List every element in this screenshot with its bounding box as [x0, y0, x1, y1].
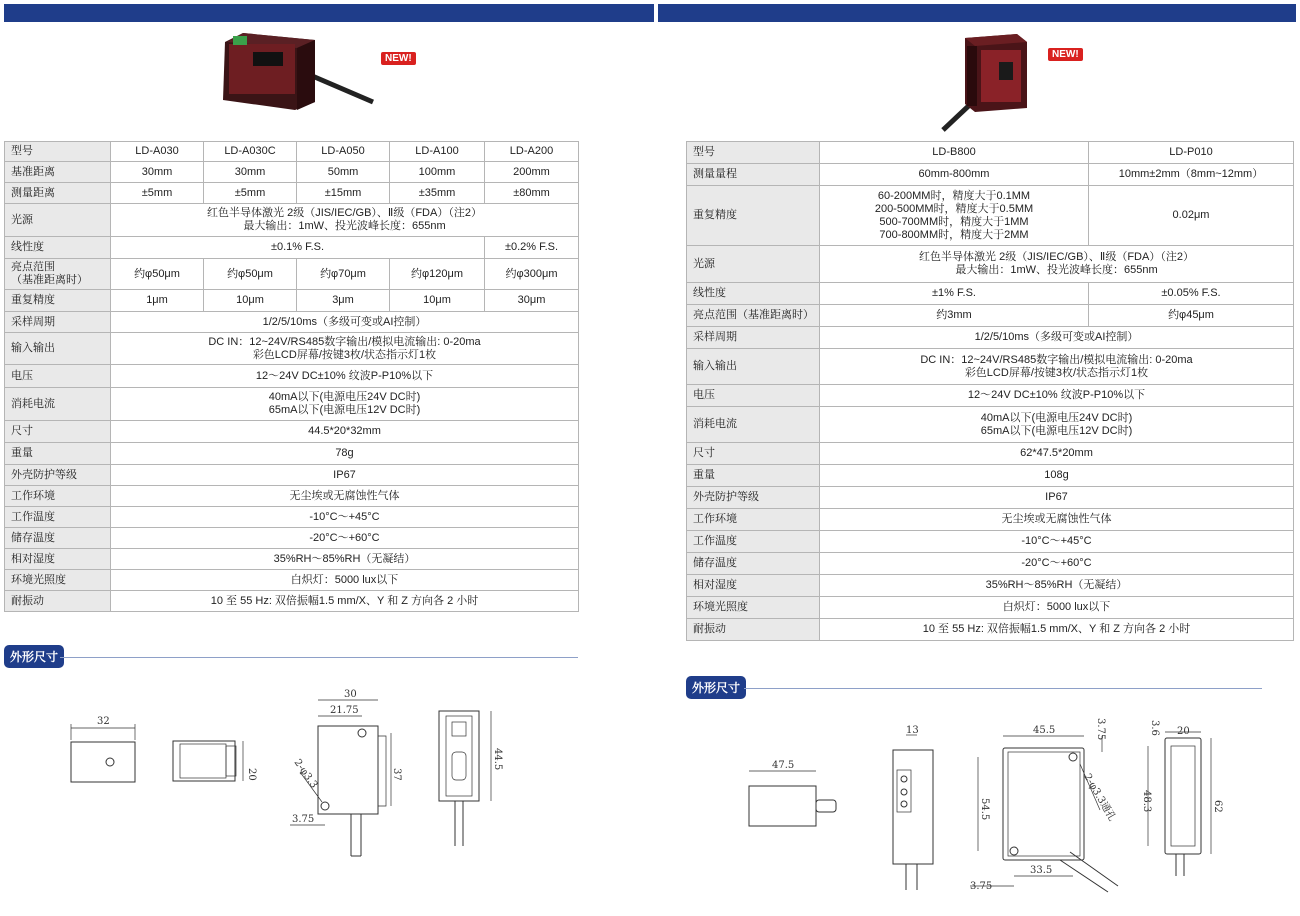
- row-label: 输入输出: [687, 349, 820, 385]
- row-label: 工作环境: [687, 509, 820, 531]
- cell: 12～24V DC±10% 纹波P-P10%以下: [820, 385, 1294, 407]
- drawing-side-view-right: [749, 771, 836, 826]
- new-badge-left: NEW!: [381, 52, 416, 65]
- cell: ±15mm: [297, 183, 390, 204]
- row-label: 工作温度: [687, 531, 820, 553]
- dim-label: 3.6: [1149, 720, 1160, 736]
- cell: 50mm: [297, 162, 390, 183]
- cell: 12～24V DC±10% 纹波P-P10%以下: [111, 365, 579, 388]
- cell: 30μm: [485, 290, 579, 312]
- cell: 60mm-800mm: [820, 164, 1089, 186]
- cell: DC IN：12~24V/RS485数字输出/模拟电流输出: 0-20ma 彩色LCD屏幕/按键3枚/状态指示灯1枚: [820, 349, 1294, 385]
- row-label: 消耗电流: [687, 407, 820, 443]
- cell: ±80mm: [485, 183, 579, 204]
- cell: 约φ70μm: [297, 259, 390, 290]
- cell: 10μm: [204, 290, 297, 312]
- cell: 100mm: [390, 162, 485, 183]
- cell: ±0.1% F.S.: [111, 237, 485, 259]
- dim-label: 2-φ3.3通孔: [1081, 772, 1118, 824]
- cell: 约φ50μm: [111, 259, 204, 290]
- cell: IP67: [111, 465, 579, 486]
- row-label: 亮点范围（基准距离时）: [687, 305, 820, 327]
- cell: 35%RH～85%RH（无凝结）: [820, 575, 1294, 597]
- cell: -10°C～+45°C: [111, 507, 579, 528]
- cell: -10°C～+45°C: [820, 531, 1294, 553]
- cell: 无尘埃或无腐蚀性气体: [111, 486, 579, 507]
- cell: 44.5*20*32mm: [111, 421, 579, 443]
- section-title-dimensions-right: 外形尺寸: [686, 676, 746, 699]
- header-ld-p010: LD-P010: [1089, 142, 1294, 164]
- dim-label: 3.75: [292, 814, 315, 825]
- header-ld-a200: LD-A200: [485, 142, 579, 162]
- cell: ±0.2% F.S.: [485, 237, 579, 259]
- header-model: 型号: [687, 142, 820, 164]
- row-label: 尺寸: [5, 421, 111, 443]
- cell: ±1% F.S.: [820, 283, 1089, 305]
- cell: 0.02μm: [1089, 186, 1294, 246]
- cell: 35%RH～85%RH（无凝结）: [111, 549, 579, 570]
- drawing-back-view-right: [1148, 732, 1211, 876]
- cell: 无尘埃或无腐蚀性气体: [820, 509, 1294, 531]
- row-label: 测量量程: [687, 164, 820, 186]
- header-ld-b800: LD-B800: [820, 142, 1089, 164]
- cell: 约3mm: [820, 305, 1089, 327]
- drawing-back-view-left: [439, 711, 491, 846]
- section-title-dimensions-left: 外形尺寸: [4, 645, 64, 668]
- cell: 约φ50μm: [204, 259, 297, 290]
- dim-label: 33.5: [1030, 865, 1053, 876]
- cell: 10 至 55 Hz: 双倍振幅1.5 mm/X、Y 和 Z 方向各 2 小时: [111, 591, 579, 612]
- cell: 红色半导体激光 2级（JIS/IEC/GB）、Ⅱ级（FDA）（注2） 最大输出：1mW、投光波峰长度：655nm: [820, 246, 1294, 283]
- row-label: 工作温度: [5, 507, 111, 528]
- row-label: 环境光照度: [5, 570, 111, 591]
- dim-label: 45.5: [1033, 725, 1056, 736]
- row-label: 测量距离: [5, 183, 111, 204]
- cell: IP67: [820, 487, 1294, 509]
- cell: ±5mm: [204, 183, 297, 204]
- dim-label: 47.5: [772, 760, 795, 771]
- drawing-end-view-left: [173, 741, 243, 781]
- row-label: 尺寸: [687, 443, 820, 465]
- cell: 1μm: [111, 290, 204, 312]
- cell: -20°C～+60°C: [111, 528, 579, 549]
- cell: 78g: [111, 443, 579, 465]
- cell: 10mm±2mm（8mm~12mm）: [1089, 164, 1294, 186]
- cell: 白炽灯：5000 lux以下: [820, 597, 1294, 619]
- dim-label: 44.5: [492, 748, 503, 771]
- dim-label: 30: [344, 689, 357, 700]
- cell: 白炽灯：5000 lux以下: [111, 570, 579, 591]
- header-ld-a100: LD-A100: [390, 142, 485, 162]
- cell: 1/2/5/10ms（多级可变或AI控制）: [111, 312, 579, 333]
- row-label: 光源: [5, 204, 111, 237]
- row-label: 线性度: [687, 283, 820, 305]
- row-label: 储存温度: [687, 553, 820, 575]
- row-label: 电压: [5, 365, 111, 388]
- row-label: 重量: [687, 465, 820, 487]
- row-label: 消耗电流: [5, 388, 111, 421]
- row-label: 工作环境: [5, 486, 111, 507]
- row-label: 相对湿度: [5, 549, 111, 570]
- cell: 红色半导体激光 2级（JIS/IEC/GB）、Ⅱ级（FDA）（注2） 最大输出：1mW、投光波峰长度：655nm: [111, 204, 579, 237]
- drawing-end-view-right: [893, 735, 933, 890]
- row-label: 电压: [687, 385, 820, 407]
- row-label: 耐振动: [5, 591, 111, 612]
- dim-label: 21.75: [330, 705, 359, 716]
- cell: 40mA以下(电源电压24V DC时) 65mA以下(电源电压12V DC时): [820, 407, 1294, 443]
- dim-label: 2-φ3.3: [291, 757, 320, 791]
- cell: 60-200MM时，精度大于0.1MM 200-500MM时，精度大于0.5MM 500-700MM时，精度大于1MM 700-800MM时，精度大于2MM: [820, 186, 1089, 246]
- cell: ±35mm: [390, 183, 485, 204]
- cell: 30mm: [204, 162, 297, 183]
- dim-label: 20: [246, 768, 257, 781]
- row-label: 采样周期: [687, 327, 820, 349]
- cell: 62*47.5*20mm: [820, 443, 1294, 465]
- row-label: 外壳防护等级: [5, 465, 111, 486]
- cell: 3μm: [297, 290, 390, 312]
- dim-label: 3.75: [970, 881, 993, 892]
- new-badge-right: NEW!: [1048, 48, 1083, 61]
- header-ld-a030: LD-A030: [111, 142, 204, 162]
- row-label: 环境光照度: [687, 597, 820, 619]
- row-label: 耐振动: [687, 619, 820, 641]
- row-label: 输入输出: [5, 333, 111, 365]
- cell: -20°C～+60°C: [820, 553, 1294, 575]
- row-label: 线性度: [5, 237, 111, 259]
- cell: 30mm: [111, 162, 204, 183]
- cell: DC IN：12~24V/RS485数字输出/模拟电流输出: 0-20ma 彩色LCD屏幕/按键3枚/状态指示灯1枚: [111, 333, 579, 365]
- dim-label: 48.3: [1141, 790, 1152, 813]
- row-label: 亮点范围 （基准距离时）: [5, 259, 111, 290]
- row-label: 重复精度: [5, 290, 111, 312]
- dim-label: 32: [97, 716, 110, 727]
- dim-label: 13: [906, 725, 919, 736]
- cell: ±5mm: [111, 183, 204, 204]
- cell: 10μm: [390, 290, 485, 312]
- row-label: 相对湿度: [687, 575, 820, 597]
- header-ld-a030c: LD-A030C: [204, 142, 297, 162]
- cell: 1/2/5/10ms（多级可变或AI控制）: [820, 327, 1294, 349]
- row-label: 储存温度: [5, 528, 111, 549]
- dim-label: 3.75: [1095, 718, 1106, 741]
- drawing-side-view-left: [71, 724, 135, 782]
- row-label: 基准距离: [5, 162, 111, 183]
- dim-label: 20: [1177, 726, 1190, 737]
- cell: 约φ45μm: [1089, 305, 1294, 327]
- row-label: 外壳防护等级: [687, 487, 820, 509]
- cell: 10 至 55 Hz: 双倍振幅1.5 mm/X、Y 和 Z 方向各 2 小时: [820, 619, 1294, 641]
- cell: 200mm: [485, 162, 579, 183]
- dim-label: 62: [1212, 800, 1223, 813]
- row-label: 采样周期: [5, 312, 111, 333]
- header-model: 型号: [5, 142, 111, 162]
- dim-label: 37: [391, 768, 402, 781]
- cell: ±0.05% F.S.: [1089, 283, 1294, 305]
- row-label: 重量: [5, 443, 111, 465]
- cell: 40mA以下(电源电压24V DC时) 65mA以下(电源电压12V DC时): [111, 388, 579, 421]
- cell: 约φ120μm: [390, 259, 485, 290]
- row-label: 重复精度: [687, 186, 820, 246]
- row-label: 光源: [687, 246, 820, 283]
- cell: 约φ300μm: [485, 259, 579, 290]
- header-ld-a050: LD-A050: [297, 142, 390, 162]
- cell: 108g: [820, 465, 1294, 487]
- dim-label: 54.5: [979, 798, 990, 821]
